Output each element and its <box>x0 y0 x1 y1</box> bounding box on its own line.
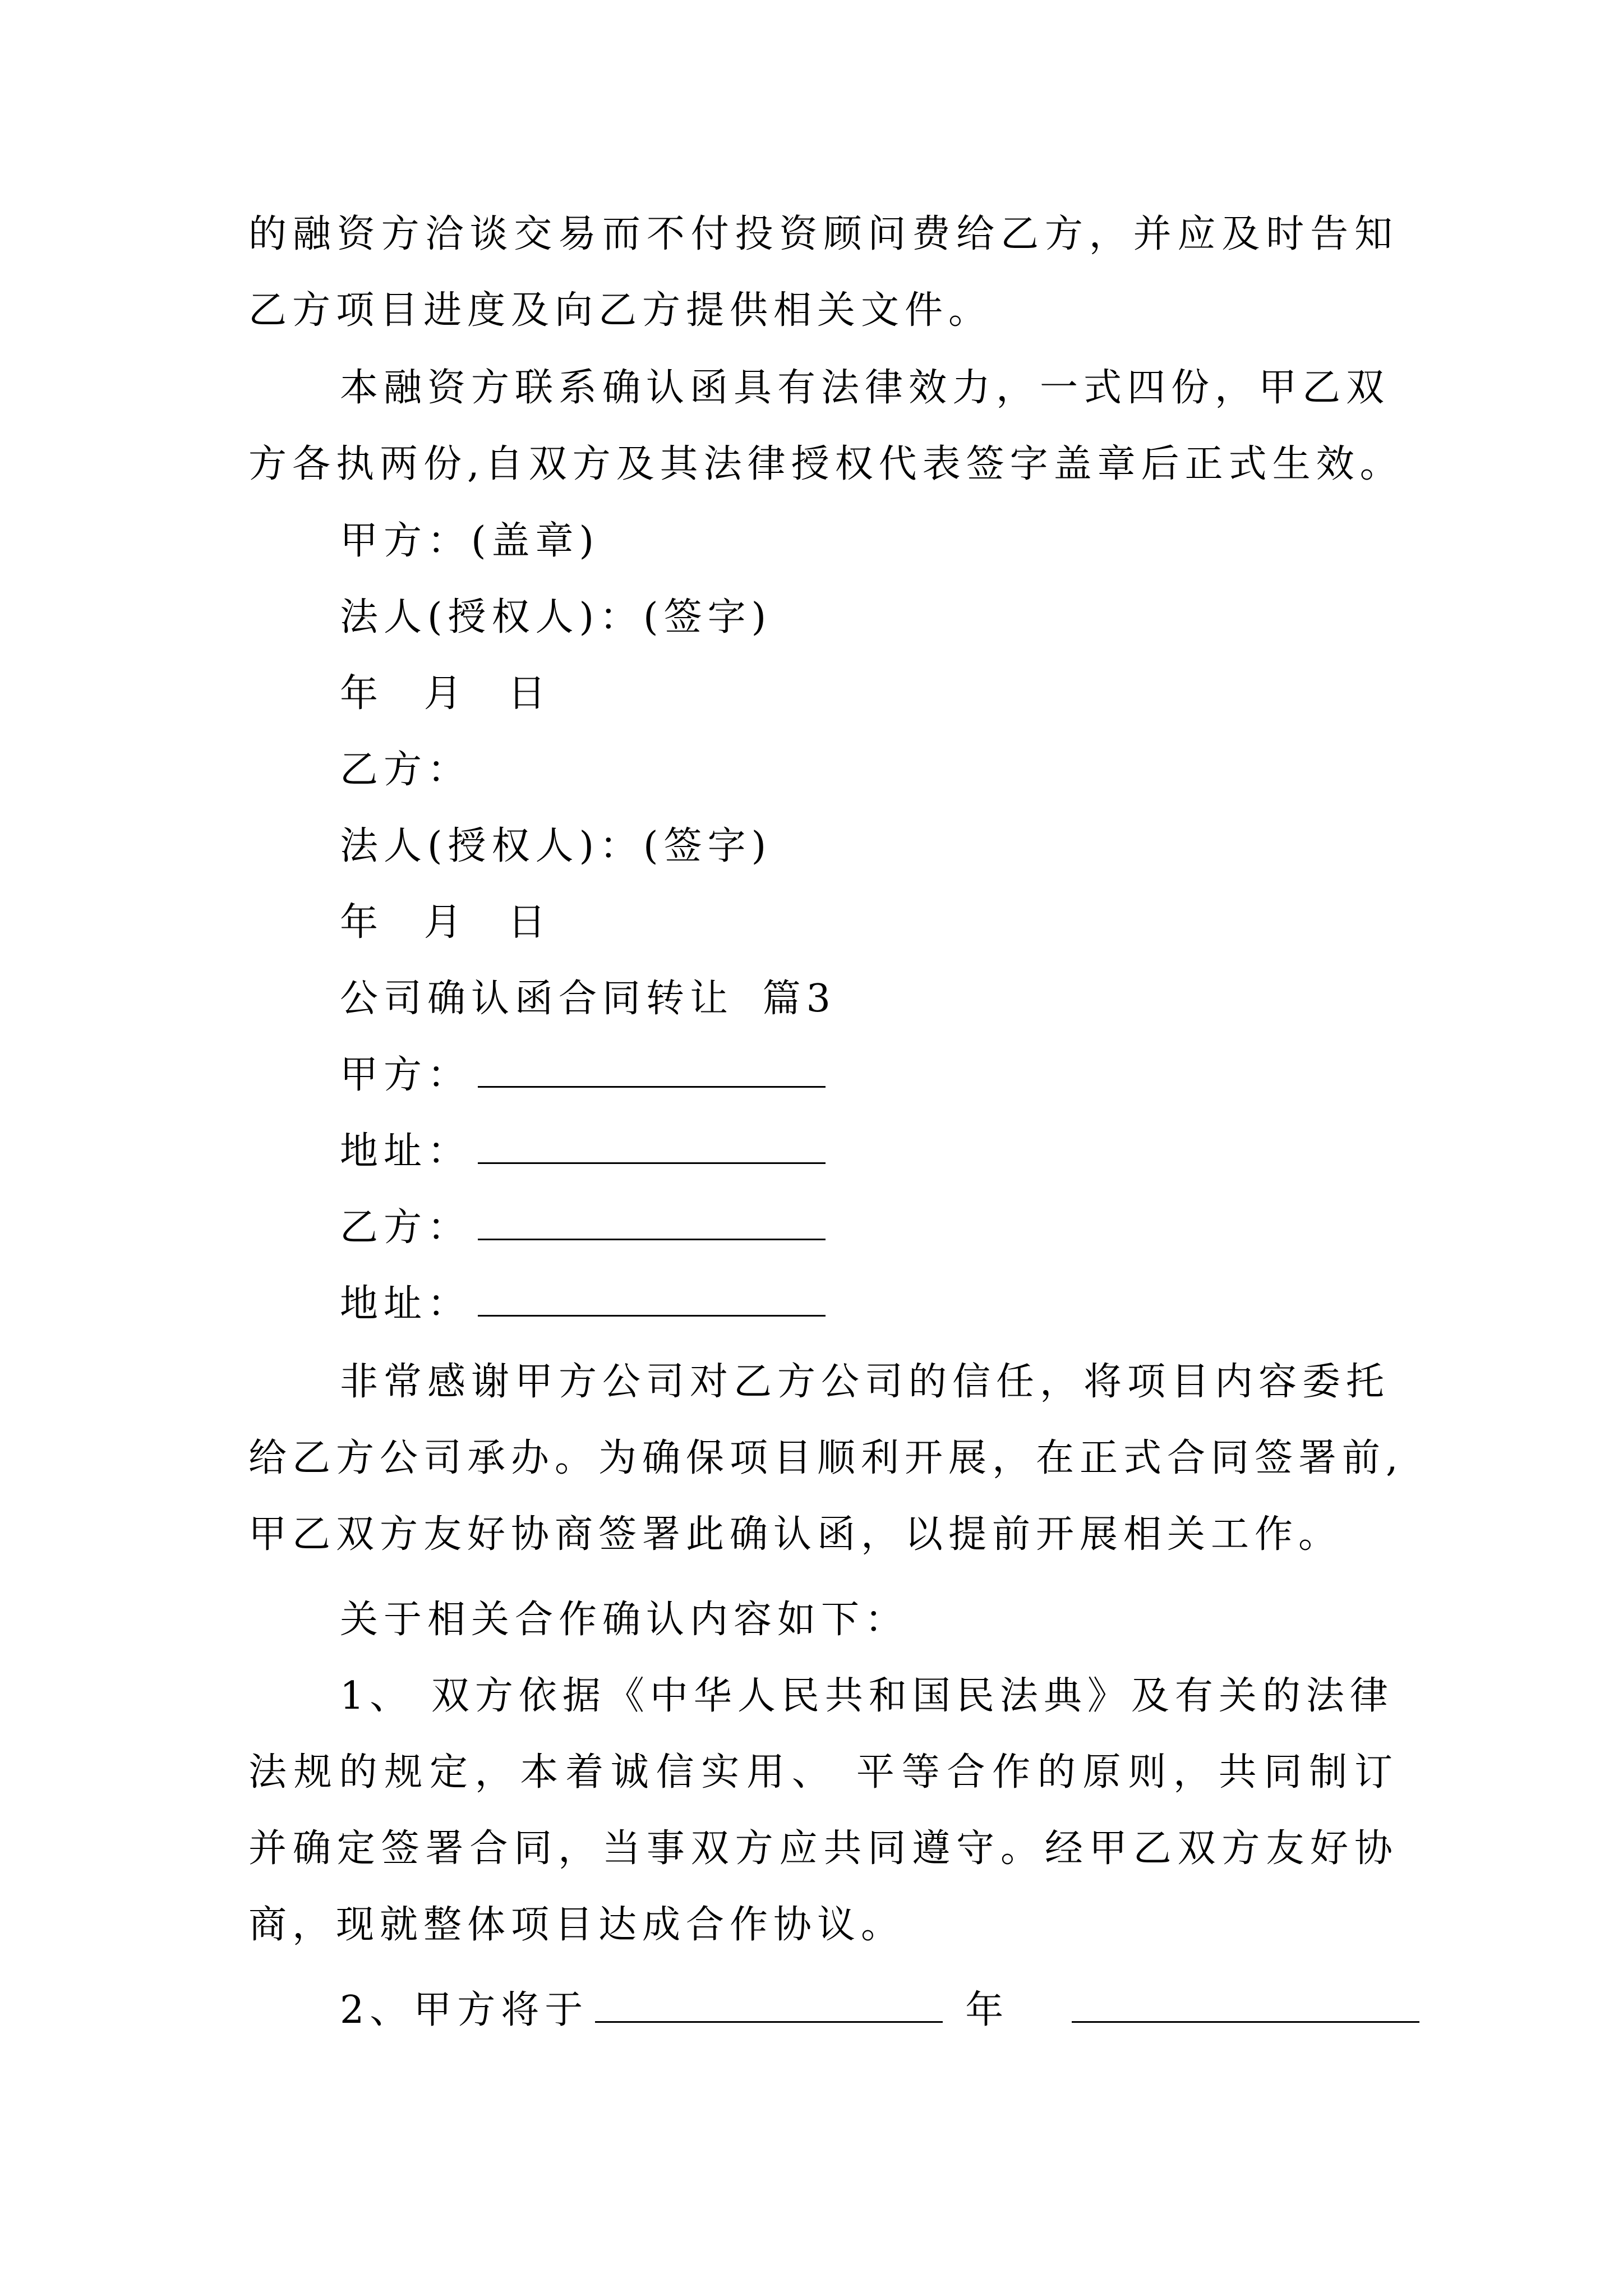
signature-party-b: 乙方： <box>340 748 472 792</box>
address-a-blank[interactable] <box>478 1130 826 1164</box>
clause-2-prefix: 2、甲方将于 <box>340 1988 589 2032</box>
signature-date-a: 年 月 日 <box>340 671 552 716</box>
address-b-blank[interactable] <box>478 1282 826 1317</box>
paragraph-line: 1、 双方依据《中华人民共和国民法典》及有关的法律 <box>340 1674 1394 1718</box>
field-label: 乙方： <box>340 1205 472 1250</box>
field-label: 地址： <box>340 1282 472 1326</box>
signature-legal-rep-b: 法人(授权人)：(签字) <box>340 824 772 868</box>
paragraph-line: 并确定签署合同，当事双方应共同遵守。经甲乙双方友好协 <box>248 1826 1398 1871</box>
field-label: 甲方： <box>340 1053 472 1097</box>
paragraph-line: 法规的规定，本着诚信实用、 平等合作的原则，共同制订 <box>248 1750 1398 1795</box>
paragraph-line: 乙方项目进度及向乙方提供相关文件。 <box>248 288 993 333</box>
field-label: 地址： <box>340 1129 472 1174</box>
party-a-blank[interactable] <box>478 1053 826 1088</box>
field-party-a <box>340 1053 1490 1098</box>
signature-party-a: 甲方：(盖章) <box>340 519 600 563</box>
paragraph-line: 非常感谢甲方公司对乙方公司的信任，将项目内容委托 <box>340 1360 1390 1404</box>
field-address-b <box>340 1282 1490 1327</box>
paragraph-line: 商，现就整体项目达成合作协议。 <box>248 1903 905 1947</box>
signature-legal-rep-a: 法人(授权人)：(签字) <box>340 595 772 639</box>
field-address-a <box>340 1129 1490 1174</box>
year-label: 年 <box>965 1988 1009 2032</box>
clause-2-line <box>340 1988 1490 2033</box>
paragraph-line: 方各执两份,自双方及其法律授权代表签字盖章后正式生效。 <box>248 442 1404 486</box>
paragraph-line: 本融资方联系确认函具有法律效力，一式四份，甲乙双 <box>340 366 1390 410</box>
date-blank-1[interactable] <box>595 1989 943 2023</box>
paragraph-line: 甲乙双方友好协商签署此确认函，以提前开展相关工作。 <box>248 1512 1343 1557</box>
date-blank-2[interactable] <box>1072 1989 1419 2023</box>
paragraph-line: 给乙方公司承办。为确保项目顺利开展，在正式合同签署前, <box>248 1436 1404 1480</box>
paragraph-line: 的融资方洽谈交易而不付投资顾问费给乙方，并应及时告知 <box>248 212 1398 256</box>
field-party-b <box>340 1205 1490 1250</box>
signature-date-b: 年 月 日 <box>340 900 552 945</box>
party-b-blank[interactable] <box>478 1206 826 1240</box>
section-title: 公司确认函合同转让 篇3 <box>340 977 836 1021</box>
paragraph-line: 关于相关合作确认内容如下： <box>340 1598 909 1642</box>
